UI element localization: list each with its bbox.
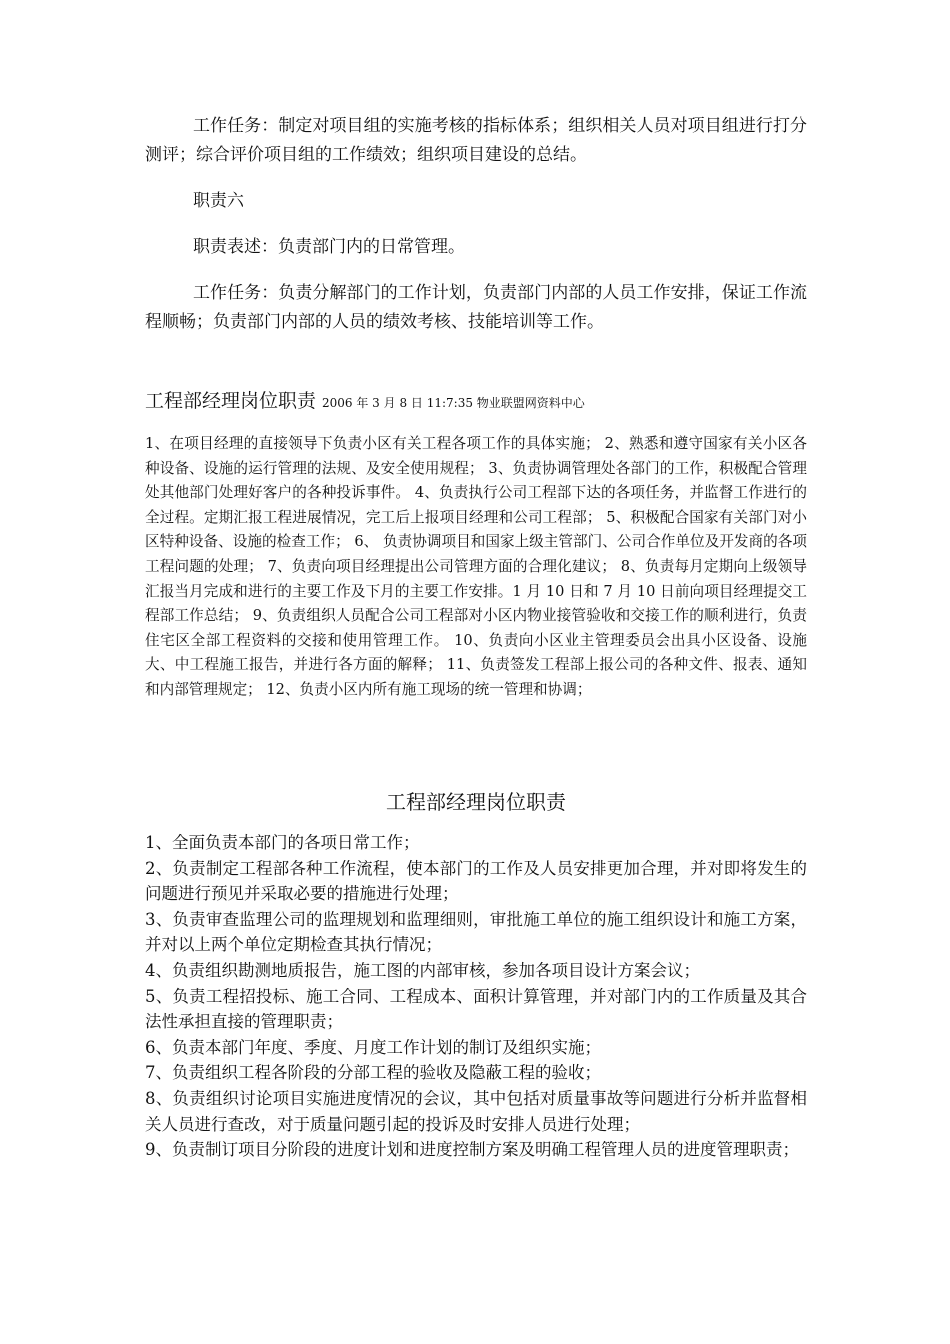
intro-paragraph-task: 工作任务：制定对项目组的实施考核的指标体系；组织相关人员对项目组进行打分测评；综合评价项目组的工作绩效；组织项目建设的总结。 — [145, 116, 807, 165]
intro-paragraph-duty-heading: 职责六 — [193, 191, 244, 211]
list-item: 5、负责工程招投标、施工合同、工程成本、面积计算管理，并对部门内的工作质量及其合法性承担直接的管理职责； — [145, 986, 807, 1032]
intro-section — [145, 112, 807, 354]
section2-body: 1、在项目经理的直接领导下负责小区有关工程各项工作的具体实施； 2、熟悉和遵守国家有关小区各种设备、设施的运行管理的法规、及安全使用规程； 3、负责协调管理处各部门的工作，积极配合管理处其他部门处理好客户的各种投诉事件。 4、负责执行公司工程部下达的各项任务，并监督工作进行的全过程。定期汇报工程进展情况，完工后上报项目经理和公司工程部； 5、积极配合国家有关部门对小区特种设备、设施的检查工作； 6、 负责协调项目和国家上级主管部门、公司合作单位及开发商的各项工程问题的处理； 7、负责向项目经理提出公司管理方面的合理化建议； 8、负责每月定期向上级领导汇报当月完成和进行的主要工作及下月的主要工作安排。1 月 10 日和 7 月 10 日前向项目经理提交工程部工作总结； 9、负责组织人员配合公司工程部对小区内物业接管验收和交接工作的顺利进行，负责住宅区全部工程资料的交接和使用管理工作。 10、负责向小区业主管理委员会出具小区设备、设施大、中工程施工报告，并进行各方面的解释； 11、负责签发工程部上报公司的各种文件、报表、通知和内部管理规定； 12、负责小区内所有施工现场的统一管理和协调； — [145, 435, 807, 698]
list-item: 1、全面负责本部门的各项日常工作； — [145, 833, 420, 852]
list-item: 3、负责审查监理公司的监理规划和监理细则，审批施工单位的施工组织设计和施工方案，并对以上两个单位定期检查其执行情况； — [145, 909, 807, 955]
list-item: 6、负责本部门年度、季度、月度工作计划的制订及组织实施； — [145, 1037, 601, 1057]
list-item: 9、负责制订项目分阶段的进度计划和进度控制方案及明确工程管理人员的进度管理职责； — [145, 1140, 799, 1160]
intro-paragraph-duty-task: 工作任务：负责分解部门的工作计划，负责部门内部的人员工作安排，保证工作流程顺畅；负责部门内部的人员的绩效考核、技能培训等工作。 — [145, 283, 807, 332]
section2-title: 工程部经理岗位职责 — [145, 390, 317, 412]
section3-list — [145, 830, 807, 1163]
section2-heading — [145, 386, 807, 413]
intro-paragraph-duty-statement: 职责表述：负责部门内的日常管理。 — [193, 237, 465, 257]
section2-meta: 2006 年 3 月 8 日 11:7:35 物业联盟网资料中心 — [322, 396, 585, 410]
section3-title: 工程部经理岗位职责 — [386, 790, 566, 814]
list-item: 8、负责组织讨论项目实施进度情况的会议，其中包括对质量事故等问题进行分析并监督相关人员进行查改，对于质量问题引起的投诉及时安排人员进行处理； — [145, 1088, 807, 1134]
list-item: 2、负责制定工程部各种工作流程，使本部门的工作及人员安排更加合理，并对即将发生的问题进行预见并采取必要的措施进行处理； — [145, 858, 807, 904]
list-item: 7、负责组织工程各阶段的分部工程的验收及隐蔽工程的验收； — [145, 1063, 601, 1083]
list-item: 4、负责组织勘测地质报告，施工图的内部审核，参加各项目设计方案会议； — [145, 960, 700, 980]
